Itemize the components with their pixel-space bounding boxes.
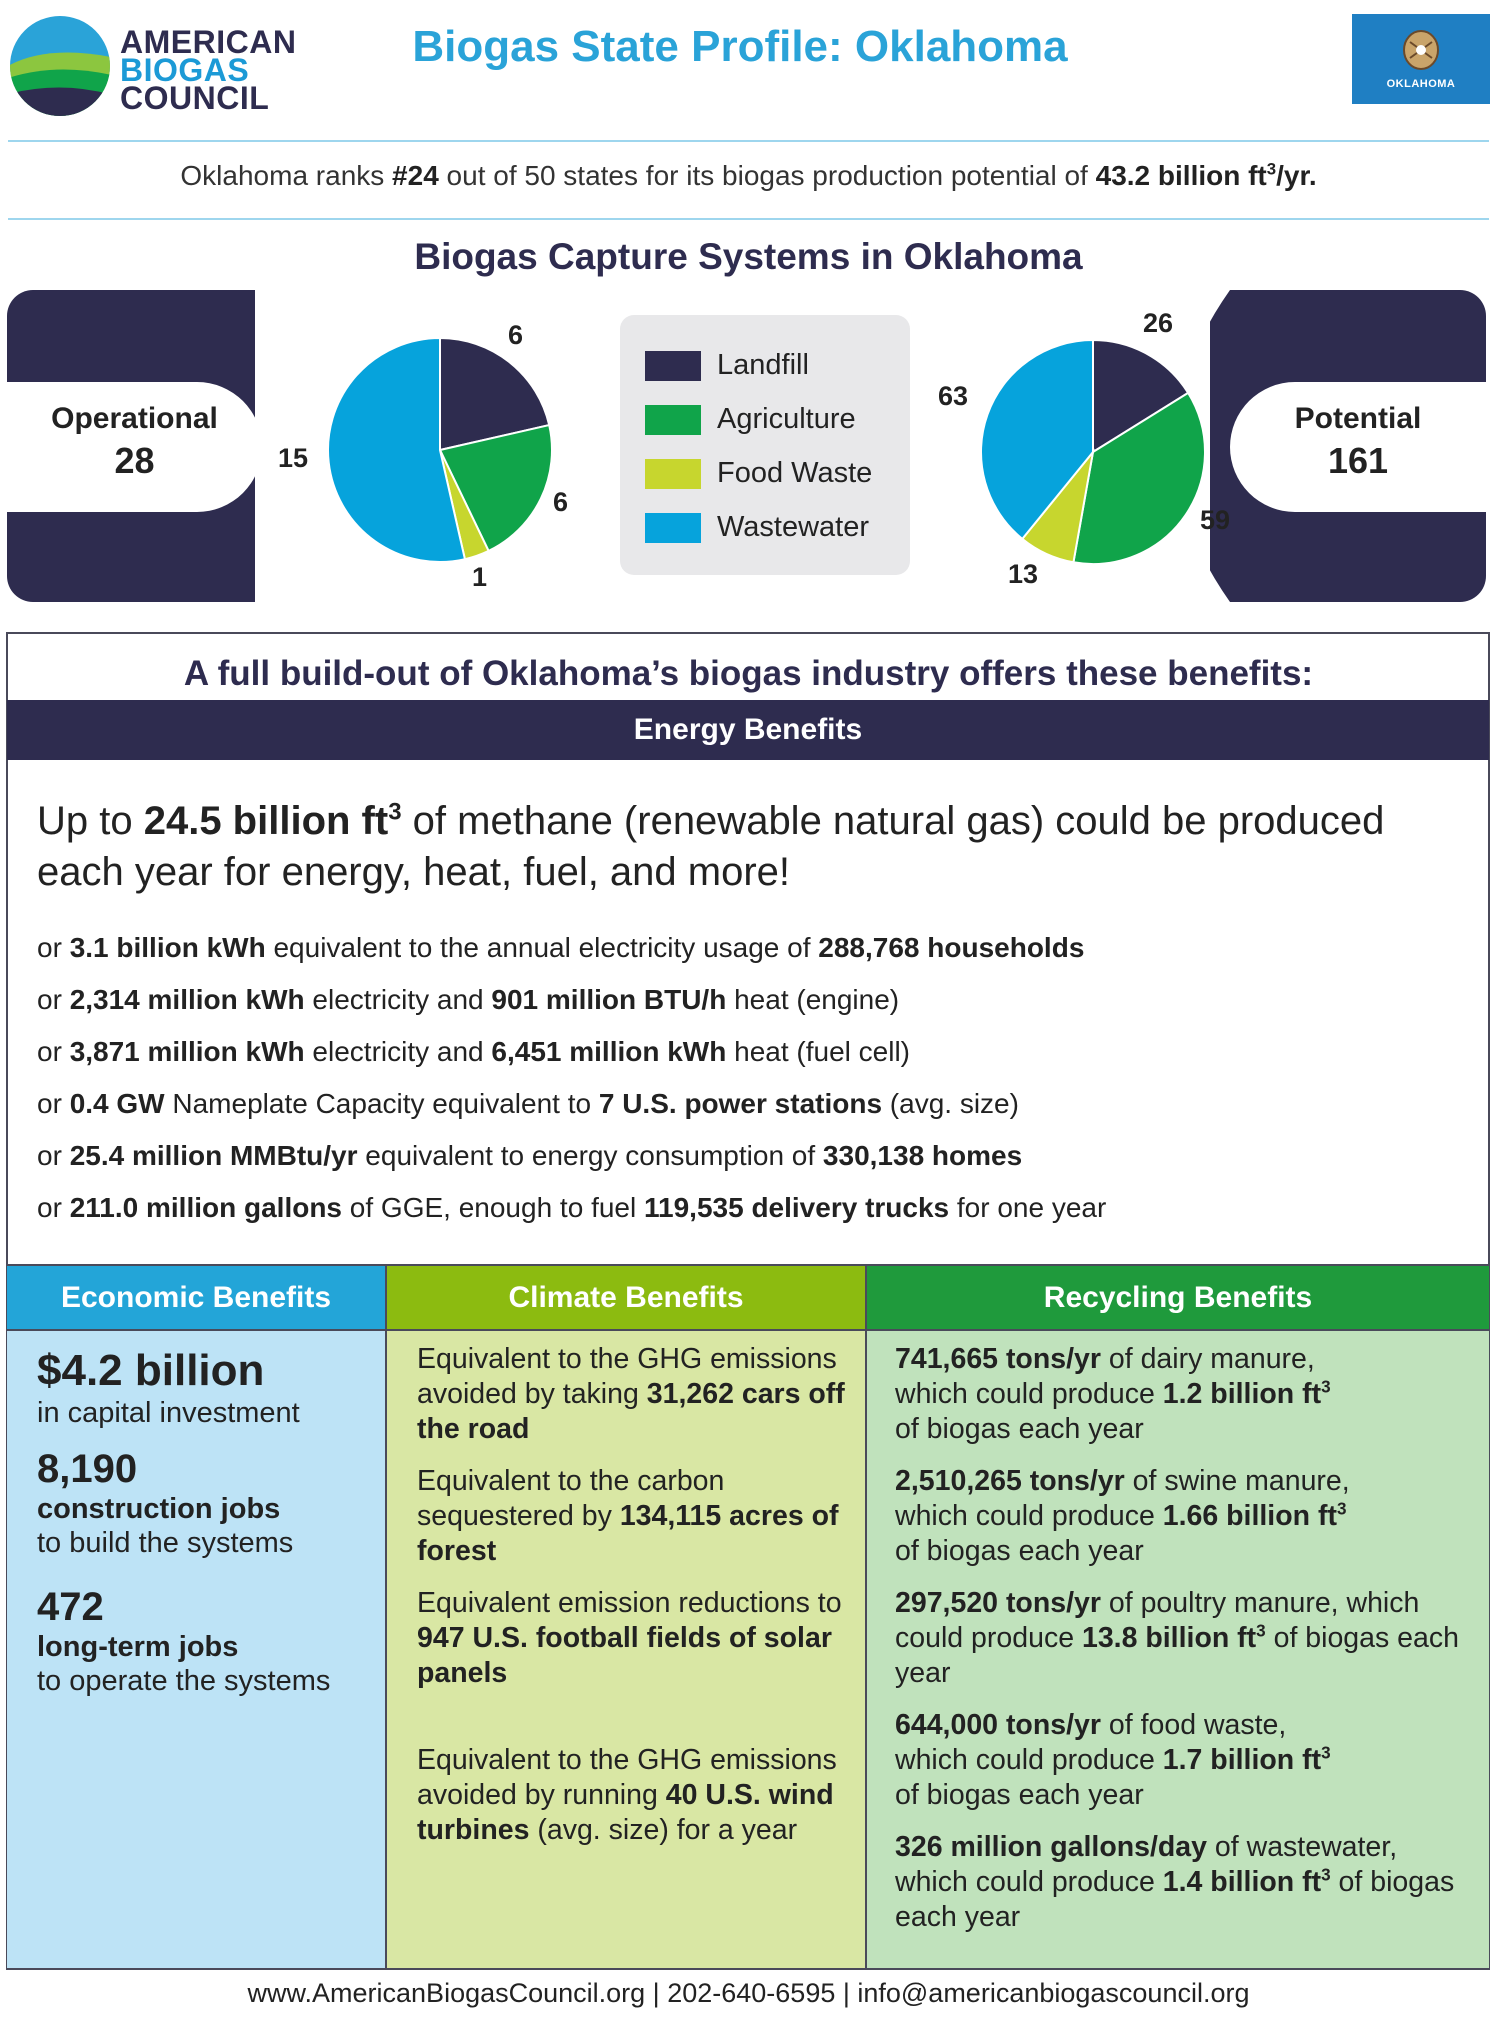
headline-text: of methane (renewable natural gas) could be produced each year for energy, heat, fuel, and more! xyxy=(37,799,1385,894)
logo-globe-icon xyxy=(8,14,116,119)
pie-label-wastewater: 63 xyxy=(938,381,969,411)
climate-item: Equivalent to the GHG emissions avoided by running 40 U.S. wind turbines (avg. size) for a year xyxy=(417,1744,837,1846)
logo-text-biogas: BIOGAS xyxy=(120,52,250,88)
flag-shield-icon xyxy=(1400,28,1442,72)
investment-value: $4.2 billion xyxy=(37,1346,265,1395)
column-divider xyxy=(385,1266,387,1968)
energy-benefits-header: Energy Benefits xyxy=(7,700,1489,760)
recycling-item: 326 million gallons/day of wastewater, which could produce 1.4 billion $ft^3$ of biogas each year xyxy=(895,1831,1455,1933)
methane-volume: 24.5 billion ft xyxy=(143,799,389,843)
construction-jobs-text: to build the systems xyxy=(37,1527,294,1559)
economic-benefits-header: Economic Benefits xyxy=(7,1266,385,1330)
pie-label-food-waste: 13 xyxy=(1008,559,1039,589)
pie-label-landfill: 26 xyxy=(1143,308,1174,338)
longterm-jobs-label: long-term jobs xyxy=(37,1631,239,1663)
operational-value: 28 xyxy=(114,440,155,481)
superscript: 3 xyxy=(1266,159,1277,179)
energy-line: or 3,871 million kWh electricity and 6,451 million kWh heat (fuel cell) xyxy=(37,1036,910,1067)
recycling-item: 741,665 tons/yr of dairy manure, which could produce 1.2 billion $ft^3$ of biogas each year xyxy=(895,1343,1331,1445)
column-divider xyxy=(865,1266,867,1968)
climate-item: Equivalent emission reductions to 947 U.S. football fields of solar panels xyxy=(417,1587,842,1689)
pie-label-agriculture: 59 xyxy=(1200,505,1231,535)
investment-text: in capital investment xyxy=(37,1397,300,1429)
page-title: Biogas State Profile: Oklahoma xyxy=(412,22,1068,71)
legend-swatch xyxy=(645,513,701,543)
legend-label: Wastewater xyxy=(717,511,870,543)
operational-label: Operational xyxy=(51,402,218,435)
potential-label: Potential xyxy=(1294,402,1422,435)
divider xyxy=(8,140,1489,142)
operational-pie-chart xyxy=(320,330,560,570)
benefits-title: A full build-out of Oklahoma’s biogas industry offers these benefits: xyxy=(183,654,1314,693)
climate-benefits-header: Climate Benefits xyxy=(387,1266,865,1330)
climate-benefits-panel xyxy=(387,1330,865,1968)
headline-text: Up to xyxy=(37,799,144,843)
legend-swatch xyxy=(645,405,701,435)
energy-line: or 2,314 million kWh electricity and 901 million BTU/h heat (engine) xyxy=(37,984,900,1015)
abc-logo xyxy=(8,14,297,119)
energy-line: or 211.0 million gallons of GGE, enough to fuel 119,535 delivery trucks for one year xyxy=(37,1192,1107,1223)
legend-swatch xyxy=(645,351,701,381)
climate-item: Equivalent to the GHG emissions avoided by taking 31,262 cars off the road xyxy=(417,1343,845,1445)
rank-text: out of 50 states for its biogas production potential of xyxy=(438,160,1096,191)
longterm-jobs-text: to operate the systems xyxy=(37,1665,331,1697)
recycling-item: 644,000 tons/yr of food waste, which could produce 1.7 billion $ft^3$ of biogas each year xyxy=(895,1709,1331,1811)
divider xyxy=(7,1264,1489,1266)
recycling-benefits-header: Recycling Benefits xyxy=(867,1266,1489,1330)
climate-item: Equivalent to the carbon sequestered by 134,115 acres of forest xyxy=(417,1465,839,1567)
legend-label: Food Waste xyxy=(717,457,873,489)
potential-value: 43.2 billion ft xyxy=(1095,160,1267,191)
oklahoma-flag xyxy=(1352,14,1490,104)
legend-label: Landfill xyxy=(717,349,809,381)
logo-text-council: COUNCIL xyxy=(120,80,270,116)
rank-text: Oklahoma ranks xyxy=(180,160,393,191)
pie-label-agriculture: 6 xyxy=(553,487,569,517)
rank-statement xyxy=(0,160,1497,192)
superscript: 3 xyxy=(388,798,402,826)
recycling-item: 297,520 tons/yr of poultry manure, which could produce 13.8 billion $ft^3$ of biogas each year xyxy=(895,1587,1459,1689)
chart-legend xyxy=(620,315,910,575)
pie-label-food-waste: 1 xyxy=(472,562,488,592)
potential-pie-chart xyxy=(973,332,1213,572)
logo-text-american: AMERICAN xyxy=(120,24,297,60)
energy-line: or 0.4 GW Nameplate Capacity equivalent to 7 U.S. power stations (avg. size) xyxy=(37,1088,1019,1119)
energy-line: or 3.1 billion kWh equivalent to the annual electricity usage of 288,768 households xyxy=(37,932,1085,963)
potential-value: 161 xyxy=(1327,440,1389,481)
legend-label: Agriculture xyxy=(717,403,856,435)
energy-headline xyxy=(37,796,1457,898)
recycling-item: 2,510,265 tons/yr of swine manure, which could produce 1.66 billion $ft^3$ of biogas each year xyxy=(895,1465,1350,1567)
rank-value: #24 xyxy=(392,160,439,191)
pie-label-landfill: 6 xyxy=(508,320,524,350)
flag-text: OKLAHOMA xyxy=(1386,78,1456,90)
potential-unit: /yr. xyxy=(1276,160,1317,191)
energy-line: or 25.4 million MMBtu/yr equivalent to energy consumption of 330,138 homes xyxy=(37,1140,1023,1171)
longterm-jobs-value: 472 xyxy=(37,1585,104,1629)
construction-jobs-value: 8,190 xyxy=(37,1447,138,1491)
capture-title: Biogas Capture Systems in Oklahoma xyxy=(414,236,1083,277)
economic-benefits-panel xyxy=(7,1330,385,1968)
divider xyxy=(8,218,1489,220)
legend-swatch xyxy=(645,459,701,489)
recycling-benefits-panel xyxy=(867,1330,1489,1968)
pie-label-wastewater: 15 xyxy=(278,443,309,473)
divider xyxy=(7,1329,1489,1331)
footer-contact: www.AmericanBiogasCouncil.org | 202-640-6595 | info@americanbiogascouncil.org xyxy=(247,1978,1250,2008)
construction-jobs-label: construction jobs xyxy=(37,1493,281,1525)
